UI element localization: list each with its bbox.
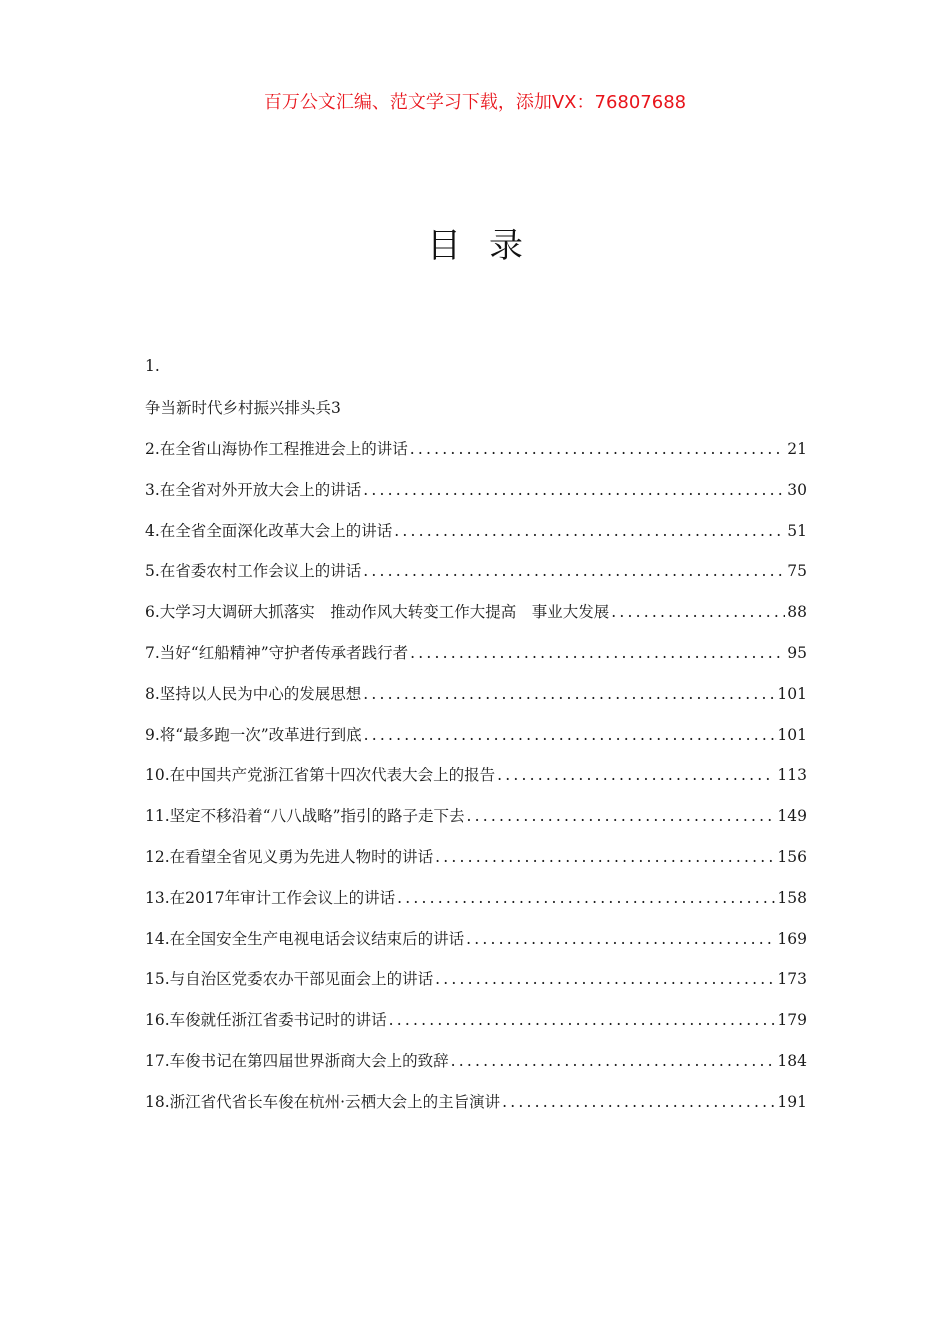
toc-entry[interactable] bbox=[145, 795, 807, 836]
toc-first-number-text: 1. bbox=[145, 357, 160, 376]
toc-entry-leader bbox=[397, 889, 775, 907]
toc-entry-leader bbox=[435, 970, 775, 988]
toc-entry-row bbox=[145, 559, 807, 581]
toc-entry[interactable] bbox=[145, 591, 807, 632]
toc-first-title[interactable] bbox=[145, 387, 807, 428]
toc-entry-page: 88 bbox=[787, 603, 807, 622]
toc-entry-page: 149 bbox=[777, 807, 807, 826]
toc-entry[interactable] bbox=[145, 917, 807, 958]
toc-entry-leader bbox=[435, 848, 775, 866]
toc-entry-page: 191 bbox=[777, 1092, 807, 1111]
toc-first-number bbox=[145, 346, 807, 387]
toc-entry-title: 9.将“最多跑一次”改革进行到底 bbox=[145, 725, 362, 744]
toc-entry[interactable] bbox=[145, 876, 807, 917]
toc-entry-row bbox=[145, 723, 807, 745]
toc-entry-page: 173 bbox=[777, 970, 807, 989]
toc-entry-title: 10.在中国共产党浙江省第十四次代表大会上的报告 bbox=[145, 766, 496, 785]
toc-entry-title: 3.在全省对外开放大会上的讲话 bbox=[145, 480, 362, 499]
toc-entry-leader bbox=[611, 603, 785, 621]
toc-entry-row bbox=[145, 600, 807, 622]
toc-entry-row bbox=[145, 927, 807, 949]
toc-entry-row bbox=[145, 967, 807, 989]
toc-entry[interactable] bbox=[145, 836, 807, 877]
toc-entry[interactable] bbox=[145, 672, 807, 713]
toc-entry[interactable] bbox=[145, 1080, 807, 1121]
toc-entry[interactable] bbox=[145, 958, 807, 999]
toc-entry[interactable] bbox=[145, 509, 807, 550]
toc-entry-row bbox=[145, 641, 807, 663]
toc-entry-title: 17.车俊书记在第四届世界浙商大会上的致辞 bbox=[145, 1051, 449, 1070]
toc-entry-row bbox=[145, 478, 807, 500]
toc-entry-row bbox=[145, 519, 807, 541]
toc-entry-title: 11.坚定不移沿着“八八战略”指引的路子走下去 bbox=[145, 807, 465, 826]
toc-entry-page: 169 bbox=[777, 929, 807, 948]
toc-entry-page: 113 bbox=[777, 766, 807, 785]
toc-entry-row bbox=[145, 1008, 807, 1030]
toc-entry-page: 21 bbox=[787, 439, 807, 458]
toc-entry-leader bbox=[467, 807, 776, 825]
toc-entry-leader bbox=[363, 685, 775, 703]
toc-entry[interactable] bbox=[145, 550, 807, 591]
toc-entry-leader bbox=[410, 440, 785, 458]
toc-entry-leader bbox=[410, 644, 785, 662]
toc-entry[interactable] bbox=[145, 999, 807, 1040]
table-of-contents bbox=[145, 346, 807, 1121]
toc-entry-leader bbox=[363, 481, 785, 499]
toc-entry-title: 15.与自治区党委农办干部见面会上的讲话 bbox=[145, 970, 434, 989]
toc-entry-title: 12.在看望全省见义勇为先进人物时的讲话 bbox=[145, 847, 434, 866]
toc-entry-title: 18.浙江省代省长车俊在杭州·云栖大会上的主旨演讲 bbox=[145, 1092, 501, 1111]
toc-entry-row bbox=[145, 682, 807, 704]
toc-entry-title: 5.在省委农村工作会议上的讲话 bbox=[145, 562, 362, 581]
toc-entry-row bbox=[145, 886, 807, 908]
toc-entry-title: 7.当好“红船精神”守护者传承者践行者 bbox=[145, 643, 409, 662]
toc-entry-title: 8.坚持以人民为中心的发展思想 bbox=[145, 684, 362, 703]
toc-entry-leader bbox=[389, 1011, 776, 1029]
toc-entry-page: 30 bbox=[787, 480, 807, 499]
toc-entry-title: 2.在全省山海协作工程推进会上的讲话 bbox=[145, 439, 408, 458]
toc-entry-page: 101 bbox=[777, 725, 807, 744]
toc-entry-page: 95 bbox=[787, 643, 807, 662]
toc-entry-leader bbox=[363, 562, 785, 580]
toc-entry-leader bbox=[466, 930, 775, 948]
toc-entry-title: 6.大学习大调研大抓落实 推动作风大转变工作大提高 事业大发展 bbox=[145, 603, 610, 622]
toc-entry-page: 75 bbox=[787, 562, 807, 581]
toc-entry-row bbox=[145, 763, 807, 785]
toc-entry-page: 51 bbox=[787, 521, 807, 540]
toc-entry-leader bbox=[502, 1093, 775, 1111]
toc-entry-leader bbox=[497, 766, 775, 784]
toc-entry-page: 156 bbox=[777, 847, 807, 866]
toc-entry-page: 101 bbox=[777, 684, 807, 703]
toc-entry-row bbox=[145, 1049, 807, 1071]
toc-entry[interactable] bbox=[145, 428, 807, 469]
toc-entry-row bbox=[145, 437, 807, 459]
toc-entry[interactable] bbox=[145, 713, 807, 754]
toc-entry-row bbox=[145, 845, 807, 867]
toc-entry[interactable] bbox=[145, 754, 807, 795]
toc-entry-row bbox=[145, 804, 807, 826]
toc-entry-title: 14.在全国安全生产电视电话会议结束后的讲话 bbox=[145, 929, 465, 948]
toc-entry-row bbox=[145, 1090, 807, 1112]
toc-entry-page: 184 bbox=[777, 1051, 807, 1070]
toc-entry[interactable] bbox=[145, 1040, 807, 1081]
toc-entry-leader bbox=[364, 726, 776, 744]
toc-title: 目录 bbox=[427, 226, 551, 266]
toc-entry[interactable] bbox=[145, 468, 807, 509]
toc-entry-leader bbox=[394, 522, 785, 540]
toc-entry-page: 179 bbox=[777, 1011, 807, 1030]
toc-first-title-text: 争当新时代乡村振兴排头兵3 bbox=[145, 399, 341, 418]
header-banner: 百万公文汇编、范文学习下载，添加VX：76807688 bbox=[263, 92, 687, 113]
toc-entry-title: 16.车俊就任浙江省委书记时的讲话 bbox=[145, 1011, 387, 1030]
toc-entry[interactable] bbox=[145, 632, 807, 673]
toc-entry-page: 158 bbox=[777, 888, 807, 907]
toc-entry-title: 4.在全省全面深化改革大会上的讲话 bbox=[145, 521, 393, 540]
toc-entry-title: 13.在2017年审计工作会议上的讲话 bbox=[145, 888, 396, 907]
toc-entry-leader bbox=[451, 1052, 776, 1070]
